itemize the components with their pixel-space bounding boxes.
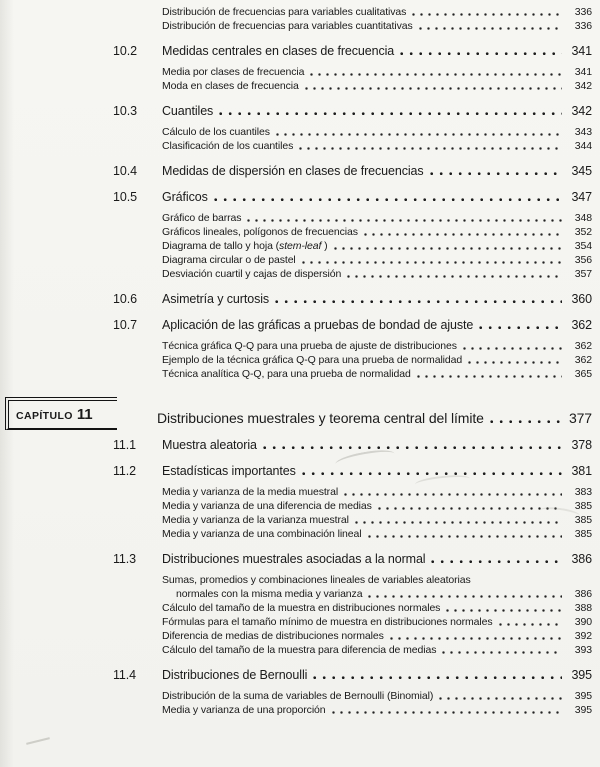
- dot-leader: [390, 637, 562, 640]
- toc-entry-section: [113, 667, 592, 683]
- toc-entry-sub: [113, 601, 592, 615]
- section-number: 10.3: [113, 104, 137, 118]
- toc-entry-section: [113, 103, 592, 119]
- page-number: 344: [574, 140, 592, 152]
- sub-entry-title: Media y varianza de la varianza muestral: [162, 514, 349, 526]
- page-number: 336: [574, 20, 592, 32]
- page-number: 347: [571, 190, 592, 204]
- page-number: 395: [574, 690, 592, 702]
- dot-leader: [347, 275, 562, 278]
- page-number: 357: [574, 268, 592, 280]
- sub-entry-title: Fórmulas para el tamaño mínimo de muestra en distribuciones normales: [162, 616, 493, 628]
- toc-entry-sub: [113, 79, 592, 93]
- section-title: Distribuciones muestrales asociadas a la normal: [162, 552, 426, 566]
- page-number: 336: [574, 6, 592, 18]
- dot-leader: [499, 623, 562, 626]
- toc-entry-section: [113, 463, 592, 479]
- page-number: 386: [571, 552, 592, 566]
- dot-leader: [368, 535, 562, 538]
- text-segment: Diagrama de tallo y hoja (: [162, 240, 280, 252]
- page-number: 345: [571, 164, 592, 178]
- page-number: 395: [571, 668, 592, 682]
- dot-leader: [219, 112, 562, 116]
- section-title: Gráficos: [162, 190, 208, 204]
- section-number: 10.5: [113, 190, 137, 204]
- toc-entry-sub: [113, 19, 592, 33]
- sub-entry-title: Media por clases de frecuencia: [162, 66, 305, 78]
- toc-entry-chapter: [16, 406, 592, 427]
- dot-leader: [247, 219, 562, 222]
- toc-entry-sub: [113, 499, 592, 513]
- toc-entry-sub: [113, 5, 592, 19]
- dot-leader: [412, 13, 562, 16]
- sub-entry-title: Distribución de frecuencias para variables cualitativas: [162, 6, 407, 18]
- dot-leader: [400, 52, 562, 56]
- section-number: 11.2: [113, 464, 137, 478]
- toc-entry-sub: [113, 629, 592, 643]
- section-title: Estadísticas importantes: [162, 464, 296, 478]
- page-number: 341: [574, 66, 592, 78]
- page-number: 354: [574, 240, 592, 252]
- section-title: Asimetría y curtosis: [162, 292, 270, 306]
- section-number: 11.4: [113, 668, 137, 682]
- toc-entry-section: [113, 163, 592, 179]
- toc-entry-sub: [113, 485, 592, 499]
- page-number: 352: [574, 226, 592, 238]
- dot-leader: [313, 676, 562, 680]
- page-number: 385: [574, 528, 592, 540]
- toc-entry-sub: [113, 65, 592, 79]
- dot-leader: [334, 247, 562, 250]
- section-title: Aplicación de las gráficas a pruebas de bondad de ajuste: [162, 318, 474, 332]
- page-number: 390: [574, 616, 592, 628]
- toc-entry-sub: [113, 703, 592, 717]
- dot-leader: [419, 27, 562, 30]
- dot-leader: [439, 697, 562, 700]
- chapter-number: 11: [76, 406, 93, 423]
- page-number: 381: [571, 464, 592, 478]
- dot-leader: [364, 233, 562, 236]
- toc-entry-sub: [113, 211, 592, 225]
- dot-leader: [431, 560, 562, 564]
- page-number: 362: [571, 318, 592, 332]
- sub-entry-title: [162, 239, 328, 253]
- chapter-label: CAPÍTULO: [16, 410, 73, 422]
- dot-leader: [276, 133, 562, 136]
- section-number: 11.3: [113, 552, 137, 566]
- sub-entry-title: Moda en clases de frecuencia: [162, 80, 299, 92]
- page-number: 342: [574, 80, 592, 92]
- dot-leader: [490, 420, 562, 424]
- section-number: 11.1: [113, 438, 137, 452]
- table-of-contents: [16, 5, 592, 717]
- toc-entry-section: [113, 317, 592, 333]
- toc-entry-sub: [113, 339, 592, 353]
- toc-entry-sub: [113, 125, 592, 139]
- page-number: 365: [574, 368, 592, 380]
- section-number: 10.2: [113, 44, 137, 58]
- toc-entry-sub: [113, 225, 592, 239]
- sub-entry-title: Diferencia de medias de distribuciones normales: [162, 630, 384, 642]
- sub-entry-title: Media y varianza de una combinación lineal: [162, 528, 362, 540]
- toc-entry-sub: [113, 239, 592, 253]
- sub-entry-title: Sumas, promedios y combinaciones lineales de variables aleatorias: [162, 574, 471, 586]
- toc-entry-sub: [113, 353, 592, 367]
- italic-text-segment: stem-leaf: [279, 240, 322, 252]
- dot-leader: [417, 375, 562, 378]
- toc-entry-sub: [113, 139, 592, 153]
- page-number: 388: [574, 602, 592, 614]
- page-number: 362: [574, 340, 592, 352]
- page-number: 395: [574, 704, 592, 716]
- sub-entry-title: normales con la misma media y varianza: [176, 588, 363, 600]
- chapter-label-box: [5, 397, 117, 430]
- page-number: 378: [571, 438, 592, 452]
- toc-entry-sub: [113, 367, 592, 381]
- sub-entry-title: Gráfico de barras: [162, 212, 242, 224]
- section-title: Muestra aleatoria: [162, 438, 257, 452]
- section-title: Cuantiles: [162, 104, 214, 118]
- dot-leader: [344, 493, 562, 496]
- sub-entry-title: Ejemplo de la técnica gráfica Q-Q para una prueba de normalidad: [162, 354, 463, 366]
- page-number: 348: [574, 212, 592, 224]
- section-number: 10.4: [113, 164, 137, 178]
- dot-leader: [275, 300, 562, 304]
- dot-leader: [355, 521, 562, 524]
- toc-entry-sub: [113, 643, 592, 657]
- dot-leader: [214, 198, 562, 202]
- page-number: 343: [574, 126, 592, 138]
- sub-entry-title: Diagrama circular o de pastel: [162, 254, 296, 266]
- page-number: 385: [574, 514, 592, 526]
- toc-entry-section: [113, 291, 592, 307]
- text-segment: ): [321, 240, 328, 252]
- sub-entry-title: Distribución de la suma de variables de Bernoulli (Binomial): [162, 690, 434, 702]
- page-number: 342: [571, 104, 592, 118]
- dot-leader: [299, 147, 562, 150]
- page-number: 360: [571, 292, 592, 306]
- toc-entry-section: [113, 189, 592, 205]
- dot-leader: [310, 73, 562, 76]
- sub-entry-title: Cálculo del tamaño de la muestra para diferencia de medias: [162, 644, 437, 656]
- section-title: Distribuciones de Bernoulli: [162, 668, 308, 682]
- toc-entry-sub: [113, 513, 592, 527]
- page-number: 393: [574, 644, 592, 656]
- page-number: 386: [574, 588, 592, 600]
- sub-entry-title: Técnica analítica Q-Q, para una prueba de normalidad: [162, 368, 411, 380]
- dot-leader: [332, 711, 562, 714]
- page-number: 383: [574, 486, 592, 498]
- page-number: 356: [574, 254, 592, 266]
- page-number: 385: [574, 500, 592, 512]
- dot-leader: [302, 472, 562, 476]
- page-number: 341: [571, 44, 592, 58]
- page-number: 362: [574, 354, 592, 366]
- sub-entry-title: Técnica gráfica Q-Q para una prueba de ajuste de distribuciones: [162, 340, 457, 352]
- dot-leader: [305, 87, 562, 90]
- sub-entry-title: Gráficos lineales, polígonos de frecuencias: [162, 226, 358, 238]
- dot-leader: [302, 261, 562, 264]
- dot-leader: [430, 172, 562, 176]
- chapter-title: Distribuciones muestrales y teorema central del límite: [157, 410, 484, 426]
- section-title: Medidas de dispersión en clases de frecuencias: [162, 164, 424, 178]
- toc-entry-section: [113, 551, 592, 567]
- dot-leader: [442, 651, 562, 654]
- dot-leader: [468, 361, 562, 364]
- sub-entry-title: Cálculo del tamaño de la muestra en distribuciones normales: [162, 602, 441, 614]
- toc-entry-section: [113, 437, 592, 453]
- toc-entry-section: [113, 43, 592, 59]
- sub-entry-title: Media y varianza de una proporción: [162, 704, 326, 716]
- dot-leader: [368, 595, 562, 598]
- sub-entry-title: Cálculo de los cuantiles: [162, 126, 270, 138]
- toc-entry-sub: [113, 267, 592, 281]
- dot-leader: [378, 507, 562, 510]
- sub-entry-title: Distribución de frecuencias para variables cuantitativas: [162, 20, 413, 32]
- page-number: 377: [568, 410, 592, 426]
- section-title: Medidas centrales en clases de frecuencia: [162, 44, 395, 58]
- dot-leader: [446, 609, 562, 612]
- dot-leader: [463, 347, 562, 350]
- sub-entry-title: Media y varianza de la media muestral: [162, 486, 339, 498]
- toc-entry-sub: [113, 689, 592, 703]
- toc-entry-sub-continuation: [113, 587, 592, 601]
- dot-leader: [263, 446, 562, 450]
- toc-entry-sub: [113, 615, 592, 629]
- toc-entry-sub: [113, 253, 592, 267]
- sub-entry-title: Desviación cuartil y cajas de dispersión: [162, 268, 342, 280]
- toc-entry-sub: [113, 573, 592, 587]
- toc-entry-sub: [113, 527, 592, 541]
- scan-artifact: [26, 737, 50, 745]
- page-number: 392: [574, 630, 592, 642]
- section-number: 10.6: [113, 292, 137, 306]
- sub-entry-title: Clasificación de los cuantiles: [162, 140, 294, 152]
- section-number: 10.7: [113, 318, 137, 332]
- sub-entry-title: Media y varianza de una diferencia de medias: [162, 500, 372, 512]
- dot-leader: [479, 326, 562, 330]
